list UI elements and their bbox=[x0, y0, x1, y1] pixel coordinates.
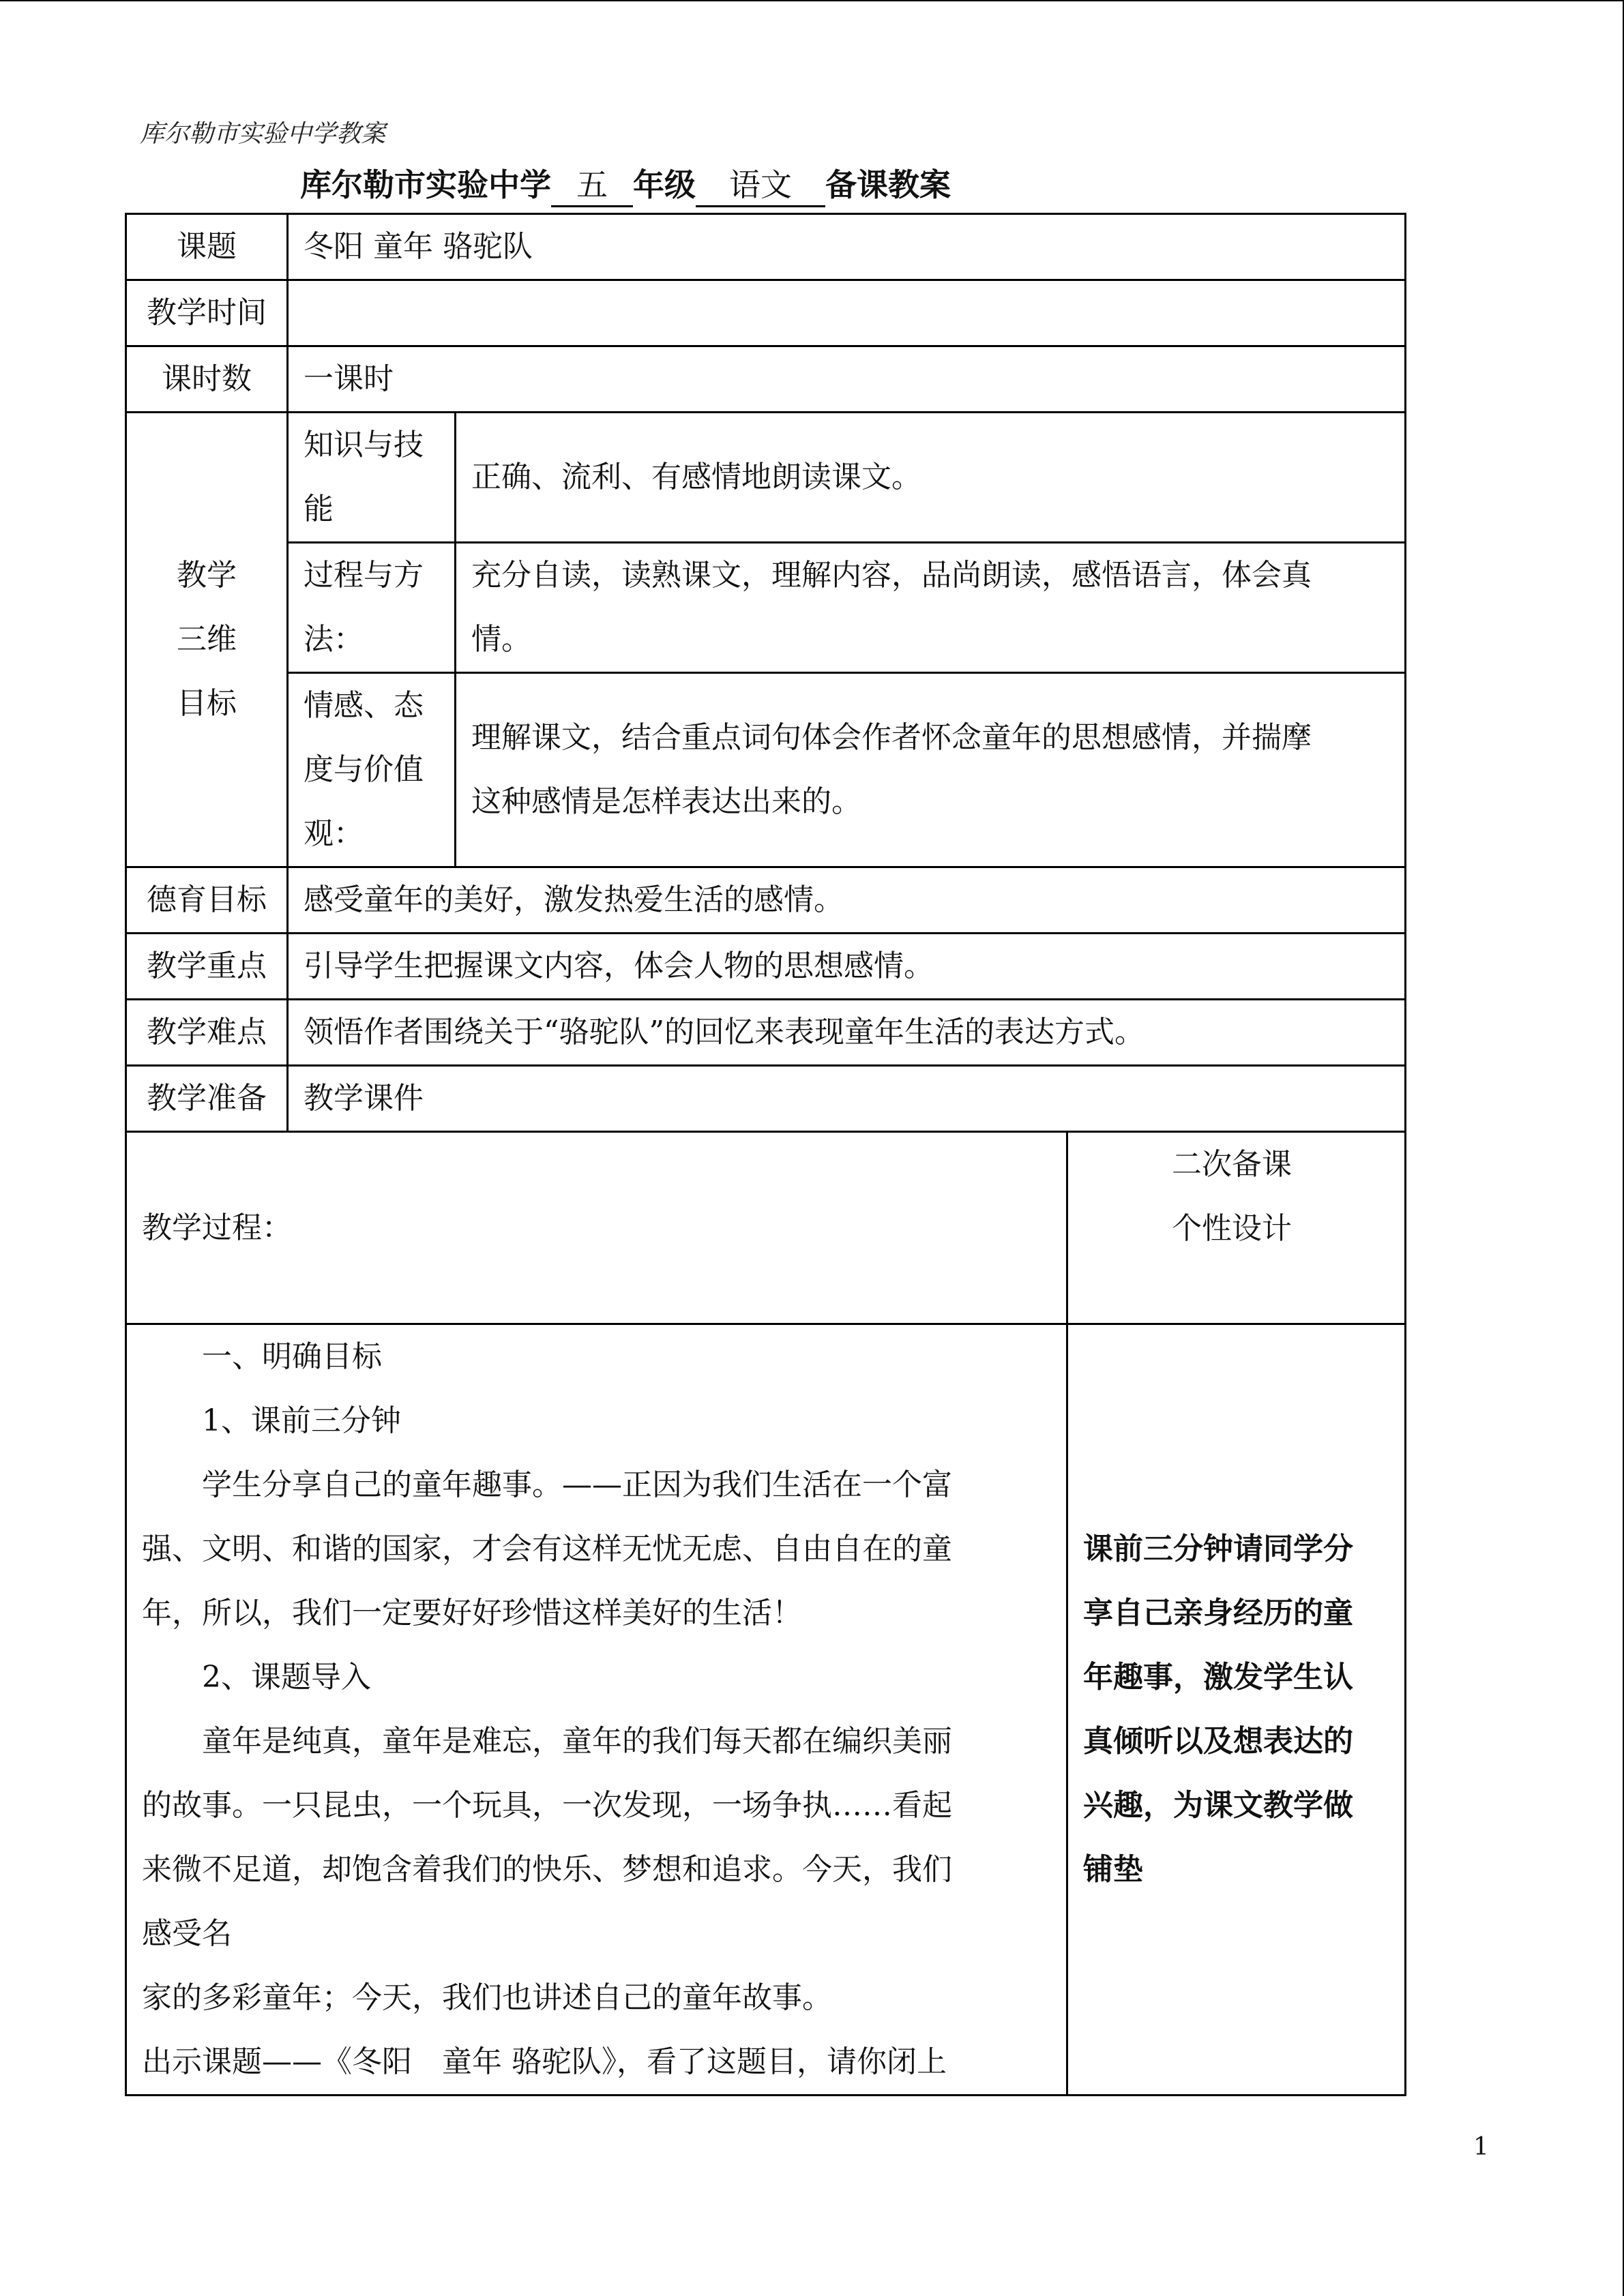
moral-label: 德育目标 bbox=[126, 867, 288, 934]
time-label: 教学时间 bbox=[126, 280, 288, 346]
title-prefix: 库尔勒市实验中学 bbox=[300, 166, 551, 203]
process-text-line: 的故事。一只昆虫，一个玩具，一次发现，一场争执……看起 bbox=[142, 1788, 952, 1823]
row-topic bbox=[126, 214, 1406, 280]
title-subject: 语文 bbox=[696, 160, 825, 207]
row-goal-emotion bbox=[126, 673, 1406, 867]
process-label: 教学过程： bbox=[126, 1132, 1067, 1324]
emotion-value-line: 理解课文，结合重点词句体会作者怀念童年的思想感情，并揣摩 bbox=[471, 720, 1312, 755]
emotion-value-line: 这种感情是怎样表达出来的。 bbox=[471, 784, 861, 819]
process-method-value bbox=[456, 543, 1406, 673]
process-method-label-line: 过程与方 bbox=[304, 558, 424, 593]
key-label: 教学重点 bbox=[126, 934, 288, 1000]
header-note: 库尔勒市实验中学教案 bbox=[140, 120, 386, 148]
row-prep bbox=[126, 1066, 1406, 1132]
goals-label-line: 目标 bbox=[177, 686, 237, 721]
process-text-line: 学生分享自己的童年趣事。——正因为我们生活在一个富 bbox=[202, 1467, 952, 1502]
emotion-label-line: 情感、态 bbox=[304, 688, 424, 723]
topic-value: 冬阳 童年 骆驼队 bbox=[288, 214, 1406, 280]
note-line: 真倾听以及想表达的 bbox=[1083, 1724, 1353, 1759]
emotion-label bbox=[288, 673, 456, 867]
key-value: 引导学生把握课文内容，体会人物的思想感情。 bbox=[288, 934, 1406, 1000]
row-process-body bbox=[126, 1324, 1406, 2096]
row-goal-process bbox=[126, 543, 1406, 673]
emotion-label-line: 观： bbox=[304, 816, 364, 851]
goals-label bbox=[126, 413, 288, 867]
title-suffix: 备课教案 bbox=[825, 166, 951, 203]
prep-value: 教学课件 bbox=[288, 1066, 1406, 1132]
knowledge-label-line: 能 bbox=[304, 492, 334, 526]
goals-label-line: 三维 bbox=[177, 622, 237, 657]
knowledge-label-line: 知识与技 bbox=[304, 428, 424, 462]
row-time bbox=[126, 280, 1406, 346]
process-method-value-line: 充分自读，读熟课文，理解内容，品尚朗读，感悟语言，体会真 bbox=[471, 558, 1312, 593]
note-line: 年趣事，激发学生认 bbox=[1083, 1660, 1353, 1695]
process-method-label bbox=[288, 543, 456, 673]
row-difficulty bbox=[126, 1000, 1406, 1066]
backup-line: 二次备课 bbox=[1172, 1147, 1292, 1182]
page-number: 1 bbox=[1473, 2133, 1489, 2161]
process-subheading: 2、课题导入 bbox=[202, 1660, 371, 1695]
title-grade: 五 bbox=[551, 160, 633, 207]
row-key bbox=[126, 934, 1406, 1000]
process-text-line: 年，所以，我们一定要好好珍惜这样美好的生活！ bbox=[142, 1596, 802, 1630]
row-process-header bbox=[126, 1132, 1406, 1324]
title-grade-suffix: 年级 bbox=[633, 166, 696, 203]
topic-label: 课题 bbox=[126, 214, 288, 280]
process-heading: 一、明确目标 bbox=[202, 1339, 382, 1374]
emotion-value bbox=[456, 673, 1406, 867]
backup-line: 个性设计 bbox=[1172, 1211, 1292, 1246]
process-method-value-line: 情。 bbox=[471, 622, 531, 657]
row-goal-knowledge bbox=[126, 413, 1406, 543]
teaching-note bbox=[1067, 1324, 1406, 2096]
moral-value: 感受童年的美好，激发热爱生活的感情。 bbox=[288, 867, 1406, 934]
process-text-line: 强、文明、和谐的国家，才会有这样无忧无虑、自由自在的童 bbox=[142, 1532, 952, 1566]
difficulty-value: 领悟作者围绕关于“骆驼队”的回忆来表现童年生活的表达方式。 bbox=[288, 1000, 1406, 1066]
prep-label: 教学准备 bbox=[126, 1066, 288, 1132]
goals-label-line: 教学 bbox=[177, 558, 237, 593]
process-body bbox=[126, 1324, 1067, 2096]
time-value bbox=[288, 280, 1406, 346]
process-text-line: 出示课题——《冬阳 童年 骆驼队》，看了这题目，请你闭上 bbox=[142, 2044, 947, 2079]
hours-label: 课时数 bbox=[126, 346, 288, 413]
hours-value: 一课时 bbox=[288, 346, 1406, 413]
process-text-line: 童年是纯真，童年是难忘，童年的我们每天都在编织美丽 bbox=[202, 1724, 952, 1759]
difficulty-label: 教学难点 bbox=[126, 1000, 288, 1066]
process-subheading: 1、课前三分钟 bbox=[202, 1403, 401, 1438]
backup-design-header bbox=[1067, 1132, 1406, 1324]
note-line: 铺垫 bbox=[1083, 1852, 1143, 1887]
lesson-plan-table bbox=[125, 213, 1406, 2096]
note-line: 课前三分钟请同学分 bbox=[1083, 1532, 1353, 1566]
knowledge-label bbox=[288, 413, 456, 543]
process-text-line: 来微不足道，却饱含着我们的快乐、梦想和追求。今天，我们 bbox=[142, 1852, 952, 1887]
knowledge-value: 正确、流利、有感情地朗读课文。 bbox=[456, 413, 1406, 543]
document-title bbox=[300, 160, 951, 207]
note-line: 享自己亲身经历的童 bbox=[1083, 1596, 1353, 1630]
row-moral bbox=[126, 867, 1406, 934]
process-text-line: 感受名 bbox=[142, 1916, 232, 1951]
emotion-label-line: 度与价值 bbox=[304, 752, 424, 787]
process-method-label-line: 法： bbox=[304, 622, 364, 657]
process-text-line: 家的多彩童年；今天，我们也讲述自己的童年故事。 bbox=[142, 1980, 832, 2015]
note-line: 兴趣，为课文教学做 bbox=[1083, 1788, 1353, 1823]
row-hours bbox=[126, 346, 1406, 413]
